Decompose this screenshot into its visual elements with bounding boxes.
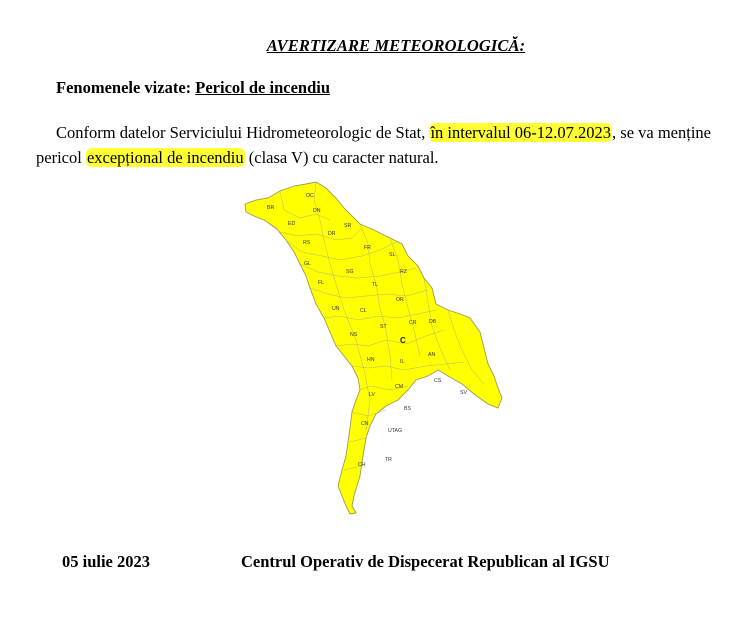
region-label: OR bbox=[396, 297, 404, 303]
phenomena-value: Pericol de incendiu bbox=[195, 78, 331, 97]
region-label: GL bbox=[304, 261, 311, 267]
warning-paragraph bbox=[36, 120, 716, 170]
region-label: ED bbox=[288, 221, 296, 227]
region-label: UTAG bbox=[388, 428, 403, 434]
region-label: DR bbox=[328, 231, 336, 237]
region-label: CL bbox=[360, 308, 367, 314]
region-label: BS bbox=[404, 406, 411, 412]
issuing-organization: Centrul Operativ de Dispecerat Republican al IGSU bbox=[241, 552, 610, 571]
region-label: AN bbox=[428, 352, 436, 358]
region-label: ST bbox=[380, 324, 387, 330]
region-label: CM bbox=[395, 384, 404, 390]
issue-date: 05 iulie 2023 bbox=[62, 552, 151, 571]
region-label: SV bbox=[460, 390, 467, 396]
map-svg bbox=[240, 180, 510, 516]
region-label: IL bbox=[400, 359, 405, 365]
region-label: CH bbox=[358, 462, 366, 468]
highlight-interval: în intervalul 06-12.07.2023 bbox=[430, 123, 612, 142]
region-label: RZ bbox=[400, 269, 407, 275]
document-title bbox=[0, 36, 746, 56]
phenomena-line bbox=[56, 78, 330, 98]
region-label: CR bbox=[409, 320, 417, 326]
region-label: BR bbox=[267, 205, 275, 211]
region-label: SG bbox=[346, 269, 354, 275]
highlight-danger-level: excepțional de incendiu bbox=[86, 148, 244, 167]
region-label: OC bbox=[306, 193, 314, 199]
region-label: CN bbox=[361, 421, 369, 427]
moldova-risk-map bbox=[240, 180, 510, 516]
region-label: LV bbox=[369, 392, 375, 398]
region-label: HN bbox=[367, 357, 375, 363]
region-label: TL bbox=[372, 282, 379, 288]
region-label-capital: C bbox=[400, 336, 406, 345]
region-label: DN bbox=[313, 208, 321, 214]
region-label: SL bbox=[389, 252, 396, 258]
phenomena-label: Fenomenele vizate: bbox=[56, 78, 192, 97]
region-label: NS bbox=[350, 332, 358, 338]
paragraph-part-1: Conform datelor Serviciului Hidrometeorologic de Stat, bbox=[56, 123, 430, 142]
region-label: CS bbox=[434, 378, 442, 384]
region-label: SR bbox=[344, 223, 352, 229]
region-label: FR bbox=[364, 245, 371, 251]
region-label: TR bbox=[385, 457, 392, 463]
paragraph-part-2: , se va menține pericol bbox=[36, 123, 711, 167]
region-label: RS bbox=[303, 240, 311, 246]
region-label: DB bbox=[429, 319, 437, 325]
region-label: UN bbox=[332, 306, 340, 312]
map-territory bbox=[245, 182, 502, 514]
title-text: AVERTIZARE METEOROLOGICĂ: bbox=[266, 36, 526, 55]
paragraph-part-3: (clasa V) cu caracter natural. bbox=[244, 148, 439, 167]
region-label: FL bbox=[318, 280, 325, 286]
